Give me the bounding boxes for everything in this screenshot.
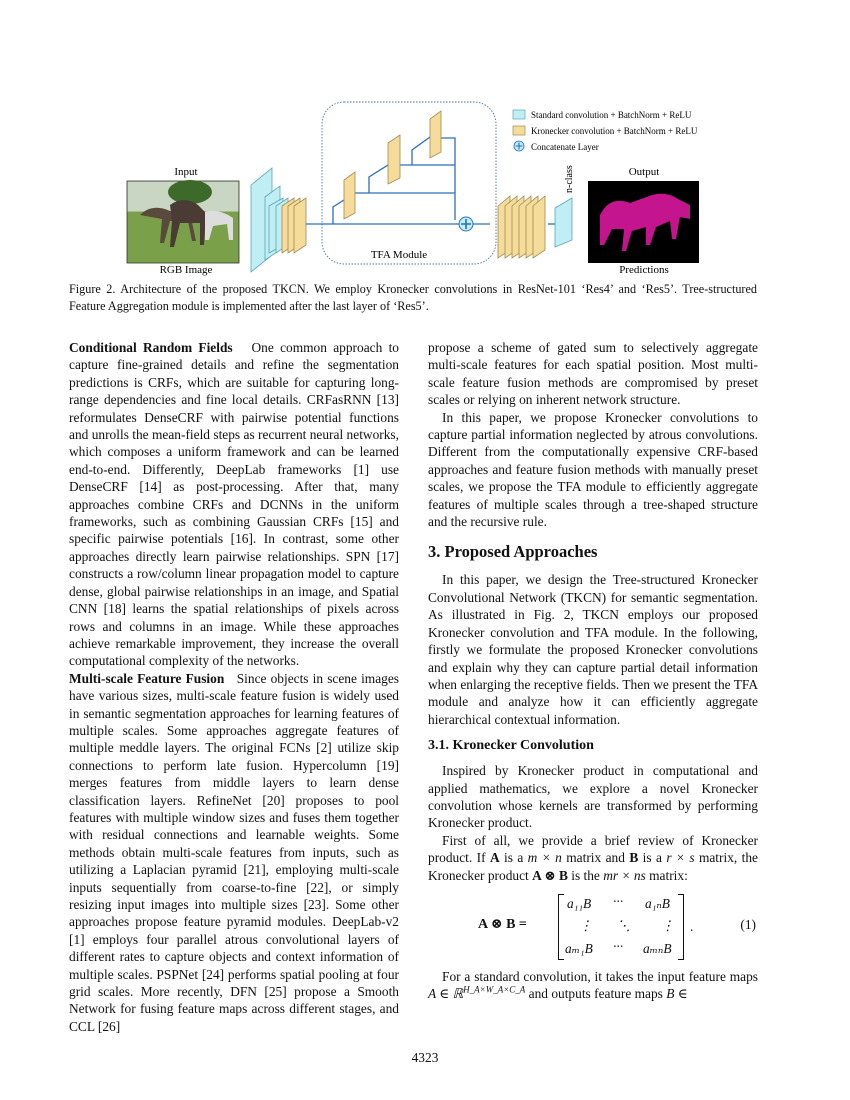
- equation-lhs: A ⊗ B =: [478, 916, 527, 932]
- run-in-heading: Conditional Random Fields: [69, 340, 233, 355]
- kronecker-conv-swatch: [513, 126, 525, 135]
- matrix-cell: ···: [613, 893, 624, 909]
- architecture-figure: [0, 0, 850, 280]
- equation-number: (1): [740, 916, 756, 932]
- figure-caption: Figure 2. Architecture of the proposed TKCN. We employ Kronecker convolutions in ResNet-101 ‘Res4’ and ‘Res5’. Tree-structured Feature Aggregation module is implemented after the last layer of ‘Res5’.: [69, 282, 757, 313]
- standard-conv-swatch: [513, 110, 525, 119]
- nclass-label: n-class: [564, 165, 575, 193]
- matrix-cell: ⋱: [617, 917, 631, 933]
- matrix-cell: aₘₙB: [643, 940, 672, 956]
- concatenate-icon: [459, 217, 473, 231]
- right-column: [428, 339, 758, 1003]
- matrix: [558, 894, 684, 960]
- subsection-heading: 3.1. Kronecker Convolution: [428, 738, 594, 754]
- paragraph: Inspired by Kronecker product in computational and applied mathematics, we explore a novel Kronecker convolution whose kernels are transformed by performing Kronecker product.: [428, 763, 758, 831]
- fusion-blocks: [498, 196, 545, 258]
- legend-concatenate: Concatenate Layer: [531, 142, 599, 152]
- paragraph-text: Since objects in scene images have various sizes, multi-scale feature fusion is widely used in semantic segmentation approaches for learning features of multiple scales. Some approaches aggregate features of multiple meddle layers. The original FCNs [2] utilize skip connections to perform late fusion. Hypercolumn [19] merges features from middle layers to learn dense classification layers. RefineNet [20] proposes to pool features with multiple window sizes and fuses them together with residual connections and learnable weights. Some methods obtain multi-scale features from inputs, such as utilizing a Laplacian pyramid [21], employing multi-scale inputs sequentially from coarse-to-fine [22], or simply resizing input images into multiple sizes [23]. Some other approaches propose feature pyramid modules. DeepLab-v2 [1] employs four parallel atrous convolutional layers of different rates to capture objects and context information of multiple scales. PSPNet [24] performs spatial pooling at four grid scales. More recently, DFN [25] propose a Smooth Network for fusing feature maps across different stages, and CCL [26]: [69, 670, 399, 1034]
- matrix-cell: ⋮: [579, 917, 593, 933]
- matrix-cell: aₘ₁B: [565, 940, 593, 956]
- section-heading: 3. Proposed Approaches: [428, 542, 598, 562]
- rgb-image-label: RGB Image: [159, 264, 213, 276]
- matrix-cell: ⋮: [661, 917, 675, 933]
- paragraph: propose a scheme of gated sum to selectively aggregate multi-scale features for each spatial position. Most multi-scale feature fusion methods are compromised by preset scales or relying on inherent network structure.: [428, 340, 758, 408]
- paragraph-standard-conv: For a standard convolution, it takes the input feature maps A ∈ ℝ$^{H\_A\times W\_A\times C\_A}$ and outputs feature maps B ∈: [428, 968, 758, 1002]
- matrix-cell: a₁ₙB: [645, 895, 670, 911]
- paragraph-kronecker-def: First of all, we provide a brief review of Kronecker product. If A is a m × n matrix and B is a r × s matrix, the Kronecker product A ⊗ B is the mr × ns matrix:: [428, 832, 759, 883]
- matrix-cell: a₁₁B: [567, 895, 592, 911]
- equation-1: A ⊗ B = a₁₁B ··· a₁ₙB ⋮ ⋱ ⋮ aₘ₁B ··· aₘₙB . (1): [428, 892, 758, 962]
- run-in-heading: Multi-scale Feature Fusion: [69, 670, 225, 686]
- prediction-image: [588, 181, 699, 263]
- kronecker-block: [344, 172, 355, 219]
- paragraph-multiscale: [69, 670, 399, 1036]
- legend-standard-conv: Standard convolution + BatchNorm + ReLU: [531, 110, 692, 120]
- matrix-cell: ···: [613, 938, 624, 954]
- paragraph-text: One common approach to capture fine-grained details and refine the segmentation predictions is CRFs, which are suitable for capturing long-range dependencies and fine local details. CRFasRNN [13] reformulates DenseCRF with pairwise potential functions and unrolls the mean-field steps as recurrent neural networks, which composes a uniform framework and can be learned end-to-end. Differently, DeepLab frameworks [1] use DenseCRF [14] as post-processing. After that, many approaches combine CRFs and DCNNs in the uniform frameworks, such as combining Gaussian CRFs [15] and specific pairwise potentials [16]. In contrast, some other approaches directly learn pairwise relationships. SPN [17] constructs a row/column linear propagation model to capture dense, global pairwise relationships in an image, and Spatial CNN [18] learns the spatial relationships of pixels across rows and columns in an image. While these approaches achieve remarkable improvement, they increase the overall computational complexity of the networks.: [69, 340, 399, 669]
- page-number: 4323: [411, 1050, 439, 1065]
- legend-kronecker-conv: Kronecker convolution + BatchNorm + ReLU: [531, 126, 698, 136]
- paragraph: In this paper, we propose Kronecker convolutions to capture partial information neglected by atrous convolutions. Different from the computationally expensive CRF-based approaches and feature fusion methods with manually preset scales, we propose the TFA module to efficiently aggregate features of multiple scales through a tree-shaped structure and the recursive rule.: [428, 409, 758, 530]
- figure-legend: [513, 110, 698, 152]
- kronecker-block: [388, 135, 400, 184]
- left-column: [69, 339, 399, 1035]
- input-label: Input: [174, 166, 198, 178]
- predictions-label: Predictions: [619, 264, 669, 276]
- rgb-image: [127, 180, 239, 263]
- paragraph-crf: [69, 339, 399, 670]
- kronecker-block: [430, 111, 441, 158]
- resnet-blocks: [251, 168, 306, 272]
- nclass-conv-block: [555, 198, 572, 247]
- paragraph: In this paper, we design the Tree-structured Kronecker Convolutional Network (TKCN) for semantic segmentation. As illustrated in Fig. 2, TKCN employs our proposed Kronecker convolution and TFA module. In the following, firstly we formulate the proposed Kronecker convolutions and explain why they can capture partial detail information when enlarging the receptive fields. Then we present the TFA module and analyze how it can efficiently aggregate hierarchical contextual information.: [428, 572, 758, 727]
- tfa-module-label: TFA Module: [370, 249, 428, 261]
- output-label: Output: [628, 166, 660, 178]
